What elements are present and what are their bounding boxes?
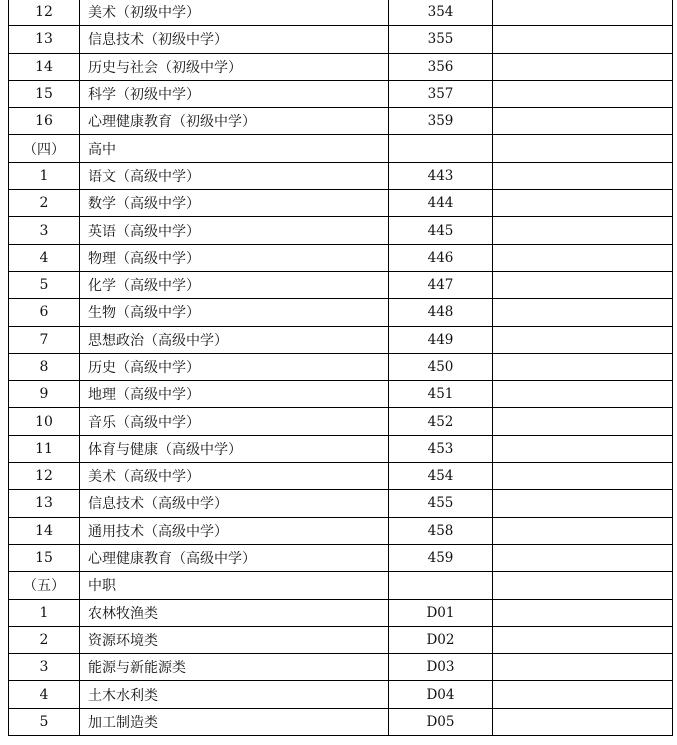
subject-name-cell: 信息技术（高级中学） (80, 490, 389, 517)
table-row (9, 244, 673, 271)
table-row (9, 326, 673, 353)
row-number-cell: 5 (9, 271, 80, 298)
remarks-cell (493, 408, 673, 435)
remarks-cell (493, 0, 673, 26)
subject-name-cell: 能源与新能源类 (80, 654, 389, 681)
subject-name-cell: 历史与社会（初级中学） (80, 53, 389, 80)
row-number-cell: 7 (9, 326, 80, 353)
subject-name-cell: 生物（高级中学） (80, 299, 389, 326)
subject-code-cell: 453 (389, 435, 493, 462)
subject-name-cell: 高中 (80, 135, 389, 162)
subject-code-cell (389, 135, 493, 162)
subject-name-cell: 美术（高级中学） (80, 463, 389, 490)
row-number-cell: 6 (9, 299, 80, 326)
table-row (9, 544, 673, 571)
row-number-cell: 9 (9, 381, 80, 408)
subject-name-cell: 农林牧渔类 (80, 599, 389, 626)
subject-code-cell: 449 (389, 326, 493, 353)
subject-code-cell: 355 (389, 26, 493, 53)
subject-name-cell: 历史（高级中学） (80, 353, 389, 380)
row-number-cell: 2 (9, 626, 80, 653)
table-row (9, 435, 673, 462)
remarks-cell (493, 26, 673, 53)
remarks-cell (493, 135, 673, 162)
subject-name-cell: 思想政治（高级中学） (80, 326, 389, 353)
table-row (9, 463, 673, 490)
row-number-cell: 3 (9, 654, 80, 681)
subject-name-cell: 语文（高级中学） (80, 162, 389, 189)
row-number-cell: 4 (9, 244, 80, 271)
row-number-cell: 2 (9, 190, 80, 217)
table-row (9, 708, 673, 735)
table-row (9, 517, 673, 544)
subject-name-cell: 心理健康教育（初级中学） (80, 108, 389, 135)
table-row (9, 0, 673, 26)
remarks-cell (493, 326, 673, 353)
remarks-cell (493, 599, 673, 626)
row-number-cell: 12 (9, 463, 80, 490)
subject-code-cell: D04 (389, 681, 493, 708)
remarks-cell (493, 271, 673, 298)
row-number-cell: 8 (9, 353, 80, 380)
subject-code-cell: 459 (389, 544, 493, 571)
table-row (9, 26, 673, 53)
subject-code-cell: 451 (389, 381, 493, 408)
remarks-cell (493, 435, 673, 462)
subject-code-cell: 444 (389, 190, 493, 217)
remarks-cell (493, 217, 673, 244)
table-row (9, 599, 673, 626)
remarks-cell (493, 681, 673, 708)
table-row (9, 162, 673, 189)
row-number-cell: 14 (9, 53, 80, 80)
row-number-cell: 13 (9, 490, 80, 517)
table-row (9, 299, 673, 326)
subject-code-cell: 443 (389, 162, 493, 189)
row-number-cell: 16 (9, 108, 80, 135)
remarks-cell (493, 654, 673, 681)
subject-code-cell: 357 (389, 80, 493, 107)
remarks-cell (493, 353, 673, 380)
table-row (9, 408, 673, 435)
subject-name-cell: 科学（初级中学） (80, 80, 389, 107)
row-number-cell: 12 (9, 0, 80, 26)
subject-name-cell: 美术（初级中学） (80, 0, 389, 26)
subject-code-cell: D03 (389, 654, 493, 681)
row-number-cell: 4 (9, 681, 80, 708)
row-number-cell: 1 (9, 599, 80, 626)
section-row (9, 135, 673, 162)
subject-code-cell: 452 (389, 408, 493, 435)
remarks-cell (493, 544, 673, 571)
table-row (9, 108, 673, 135)
table-body (9, 0, 673, 736)
table-row (9, 217, 673, 244)
row-number-cell: 13 (9, 26, 80, 53)
subject-code-cell: D01 (389, 599, 493, 626)
remarks-cell (493, 490, 673, 517)
subject-code-cell: 359 (389, 108, 493, 135)
remarks-cell (493, 626, 673, 653)
table-row (9, 681, 673, 708)
table-row (9, 271, 673, 298)
subject-code-cell: D05 (389, 708, 493, 735)
remarks-cell (493, 463, 673, 490)
table-row (9, 53, 673, 80)
remarks-cell (493, 162, 673, 189)
row-number-cell: 11 (9, 435, 80, 462)
subject-name-cell: 信息技术（初级中学） (80, 26, 389, 53)
subject-name-cell: 土木水利类 (80, 681, 389, 708)
subject-code-cell: 455 (389, 490, 493, 517)
subject-code-cell: 446 (389, 244, 493, 271)
subject-code-cell (389, 572, 493, 599)
subject-code-cell: 445 (389, 217, 493, 244)
row-number-cell: （五） (9, 572, 80, 599)
subject-name-cell: 资源环境类 (80, 626, 389, 653)
row-number-cell: 14 (9, 517, 80, 544)
table-row (9, 80, 673, 107)
remarks-cell (493, 708, 673, 735)
remarks-cell (493, 572, 673, 599)
subject-name-cell: 通用技术（高级中学） (80, 517, 389, 544)
remarks-cell (493, 190, 673, 217)
subject-code-cell: 458 (389, 517, 493, 544)
row-number-cell: 15 (9, 80, 80, 107)
subject-name-cell: 心理健康教育（高级中学） (80, 544, 389, 571)
subject-code-cell: 454 (389, 463, 493, 490)
table-row (9, 381, 673, 408)
subject-name-cell: 化学（高级中学） (80, 271, 389, 298)
table-row (9, 490, 673, 517)
subject-name-cell: 物理（高级中学） (80, 244, 389, 271)
subject-name-cell: 地理（高级中学） (80, 381, 389, 408)
remarks-cell (493, 244, 673, 271)
subject-name-cell: 体育与健康（高级中学） (80, 435, 389, 462)
table-row (9, 654, 673, 681)
subject-code-cell: 450 (389, 353, 493, 380)
table-row (9, 190, 673, 217)
subject-name-cell: 音乐（高级中学） (80, 408, 389, 435)
table-row (9, 353, 673, 380)
subject-name-cell: 英语（高级中学） (80, 217, 389, 244)
subject-code-cell: 447 (389, 271, 493, 298)
remarks-cell (493, 299, 673, 326)
remarks-cell (493, 80, 673, 107)
row-number-cell: （四） (9, 135, 80, 162)
remarks-cell (493, 108, 673, 135)
subject-name-cell: 中职 (80, 572, 389, 599)
remarks-cell (493, 517, 673, 544)
subject-code-table (8, 0, 673, 736)
subject-code-cell: D02 (389, 626, 493, 653)
subject-name-cell: 加工制造类 (80, 708, 389, 735)
row-number-cell: 10 (9, 408, 80, 435)
subject-code-cell: 356 (389, 53, 493, 80)
section-row (9, 572, 673, 599)
row-number-cell: 3 (9, 217, 80, 244)
subject-name-cell: 数学（高级中学） (80, 190, 389, 217)
subject-code-cell: 448 (389, 299, 493, 326)
remarks-cell (493, 53, 673, 80)
table-row (9, 626, 673, 653)
row-number-cell: 1 (9, 162, 80, 189)
row-number-cell: 15 (9, 544, 80, 571)
subject-code-cell: 354 (389, 0, 493, 26)
remarks-cell (493, 381, 673, 408)
row-number-cell: 5 (9, 708, 80, 735)
